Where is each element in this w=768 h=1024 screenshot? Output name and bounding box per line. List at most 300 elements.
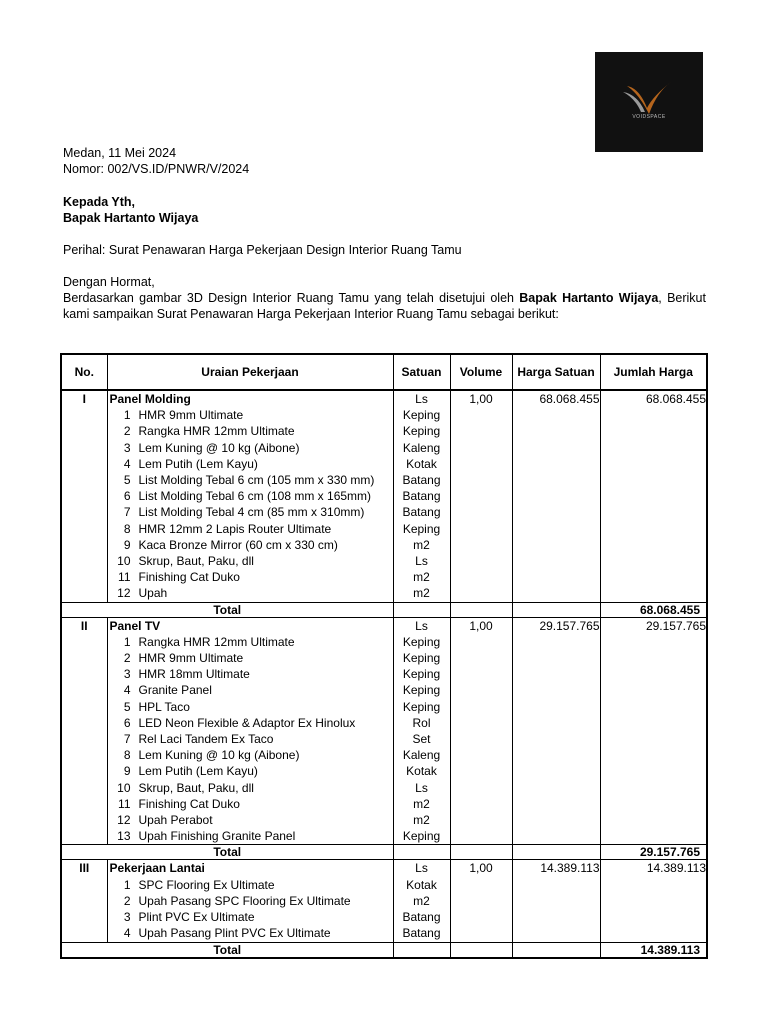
empty-cell bbox=[61, 472, 107, 488]
table-row bbox=[61, 682, 707, 698]
empty-cell bbox=[600, 504, 707, 520]
empty-cell bbox=[61, 682, 107, 698]
empty-cell bbox=[450, 569, 512, 585]
empty-cell bbox=[512, 666, 600, 682]
place-date: Medan, 11 Mei 2024 bbox=[63, 146, 177, 160]
empty-cell bbox=[600, 780, 707, 796]
table-row bbox=[61, 537, 707, 553]
item-number: 3 bbox=[123, 440, 131, 455]
empty-cell bbox=[600, 537, 707, 553]
item-line bbox=[108, 504, 393, 520]
item-cell bbox=[107, 909, 393, 925]
item-number: 8 bbox=[123, 521, 131, 536]
item-cell bbox=[107, 812, 393, 828]
item-satuan: Keping bbox=[393, 699, 450, 715]
item-number: 4 bbox=[123, 683, 131, 698]
section-total-row bbox=[61, 942, 707, 958]
table-row bbox=[61, 666, 707, 682]
empty-cell bbox=[61, 666, 107, 682]
item-satuan: m2 bbox=[393, 569, 450, 585]
item-cell bbox=[107, 925, 393, 942]
empty-cell bbox=[600, 796, 707, 812]
empty-cell bbox=[600, 569, 707, 585]
intro-text-1: Berdasarkan gambar 3D Design Interior Ruang Tamu yang telah disetujui oleh bbox=[63, 291, 520, 305]
table-row bbox=[61, 715, 707, 731]
item-cell bbox=[107, 488, 393, 504]
empty-cell bbox=[61, 407, 107, 423]
empty-cell bbox=[61, 877, 107, 893]
empty-cell bbox=[61, 909, 107, 925]
empty-cell bbox=[450, 504, 512, 520]
item-satuan: m2 bbox=[393, 585, 450, 602]
empty-cell bbox=[600, 909, 707, 925]
empty-cell bbox=[600, 553, 707, 569]
item-cell bbox=[107, 634, 393, 650]
empty-cell bbox=[600, 893, 707, 909]
item-line bbox=[108, 537, 393, 553]
item-satuan: Batang bbox=[393, 472, 450, 488]
item-satuan: Kotak bbox=[393, 763, 450, 779]
item-cell bbox=[107, 682, 393, 698]
item-number: 4 bbox=[123, 926, 131, 941]
item-satuan: Rol bbox=[393, 715, 450, 731]
item-description: HPL Taco bbox=[138, 699, 190, 714]
intro-paragraph bbox=[63, 290, 706, 322]
empty-cell bbox=[61, 537, 107, 553]
item-cell bbox=[107, 456, 393, 472]
empty-cell bbox=[600, 456, 707, 472]
empty-cell bbox=[61, 521, 107, 537]
intro-recipient-bold: Bapak Hartanto Wijaya bbox=[519, 291, 659, 305]
section-volume: 1,00 bbox=[450, 390, 512, 407]
empty-cell bbox=[512, 845, 600, 860]
item-description: HMR 12mm 2 Lapis Router Ultimate bbox=[138, 521, 332, 536]
table-row bbox=[61, 488, 707, 504]
empty-cell bbox=[393, 602, 450, 617]
item-number: 3 bbox=[123, 910, 131, 925]
section-title-row bbox=[61, 390, 707, 407]
empty-cell bbox=[450, 602, 512, 617]
empty-cell bbox=[600, 682, 707, 698]
table-row bbox=[61, 828, 707, 845]
item-description: HMR 9mm Ultimate bbox=[138, 651, 244, 666]
empty-cell bbox=[512, 407, 600, 423]
item-line bbox=[108, 407, 393, 423]
item-number: 1 bbox=[123, 634, 131, 649]
item-cell bbox=[107, 715, 393, 731]
item-number: 2 bbox=[123, 893, 131, 908]
empty-cell bbox=[450, 537, 512, 553]
table-row bbox=[61, 440, 707, 456]
item-number: 12 bbox=[117, 813, 131, 828]
item-cell bbox=[107, 666, 393, 682]
empty-cell bbox=[600, 812, 707, 828]
empty-cell bbox=[600, 407, 707, 423]
empty-cell bbox=[600, 666, 707, 682]
table-row bbox=[61, 909, 707, 925]
item-number: 11 bbox=[118, 570, 131, 585]
empty-cell bbox=[450, 682, 512, 698]
item-description: Lem Putih (Lem Kayu) bbox=[138, 456, 258, 471]
header-no: No. bbox=[61, 354, 107, 390]
empty-cell bbox=[450, 747, 512, 763]
empty-cell bbox=[450, 909, 512, 925]
item-line bbox=[108, 650, 393, 666]
item-satuan: Ls bbox=[393, 780, 450, 796]
item-satuan: Keping bbox=[393, 666, 450, 682]
company-logo bbox=[595, 52, 703, 152]
item-satuan: Batang bbox=[393, 925, 450, 942]
empty-cell bbox=[450, 731, 512, 747]
item-satuan: Kotak bbox=[393, 877, 450, 893]
item-cell bbox=[107, 553, 393, 569]
section-harga-satuan: 14.389.113 bbox=[512, 860, 600, 877]
intro-text-2: , Berikut kami sampaikan Surat Penawaran Harga Pekerjaan Interior Ruang Tamu sebagai berikut: bbox=[63, 291, 706, 321]
item-cell bbox=[107, 423, 393, 439]
item-description: List Molding Tebal 6 cm (105 mm x 330 mm) bbox=[138, 473, 375, 488]
item-cell bbox=[107, 763, 393, 779]
item-description: Plint PVC Ex Ultimate bbox=[138, 910, 255, 925]
item-cell bbox=[107, 780, 393, 796]
empty-cell bbox=[450, 456, 512, 472]
item-number: 9 bbox=[123, 537, 131, 552]
empty-cell bbox=[450, 585, 512, 602]
empty-cell bbox=[450, 699, 512, 715]
item-line bbox=[108, 747, 393, 763]
section-title-cell bbox=[107, 860, 393, 877]
addressee-label: Kepada Yth, bbox=[63, 195, 136, 209]
section-number: III bbox=[61, 860, 107, 877]
item-satuan: Kotak bbox=[393, 456, 450, 472]
item-description: Upah bbox=[138, 586, 168, 601]
empty-cell bbox=[600, 634, 707, 650]
empty-cell bbox=[61, 650, 107, 666]
empty-cell bbox=[450, 796, 512, 812]
section-jumlah-harga: 68.068.455 bbox=[600, 390, 707, 407]
empty-cell bbox=[512, 780, 600, 796]
empty-cell bbox=[61, 699, 107, 715]
item-number: 10 bbox=[117, 780, 131, 795]
table-row bbox=[61, 569, 707, 585]
item-satuan: Keping bbox=[393, 407, 450, 423]
table-row bbox=[61, 423, 707, 439]
item-line bbox=[108, 682, 393, 698]
section-jumlah-harga: 29.157.765 bbox=[600, 617, 707, 634]
table-row bbox=[61, 407, 707, 423]
table-row bbox=[61, 650, 707, 666]
empty-cell bbox=[512, 828, 600, 845]
empty-cell bbox=[61, 763, 107, 779]
item-number: 6 bbox=[123, 489, 131, 504]
table-body bbox=[61, 390, 707, 958]
item-number: 5 bbox=[123, 699, 131, 714]
item-line bbox=[108, 521, 393, 537]
item-cell bbox=[107, 569, 393, 585]
section-title: Panel Molding bbox=[109, 392, 191, 406]
empty-cell bbox=[61, 440, 107, 456]
item-satuan: m2 bbox=[393, 537, 450, 553]
item-cell bbox=[107, 747, 393, 763]
recipient-name: Bapak Hartanto Wijaya bbox=[63, 211, 199, 225]
item-line bbox=[108, 423, 393, 439]
empty-cell bbox=[512, 731, 600, 747]
header-satuan: Satuan bbox=[393, 354, 450, 390]
empty-cell bbox=[512, 650, 600, 666]
empty-cell bbox=[450, 925, 512, 942]
table-row bbox=[61, 812, 707, 828]
table-row bbox=[61, 472, 707, 488]
item-number: 9 bbox=[123, 764, 131, 779]
item-description: Upah Perabot bbox=[138, 813, 213, 828]
section-harga-satuan: 29.157.765 bbox=[512, 617, 600, 634]
item-number: 2 bbox=[123, 651, 131, 666]
empty-cell bbox=[61, 828, 107, 845]
empty-cell bbox=[512, 504, 600, 520]
empty-cell bbox=[512, 423, 600, 439]
empty-cell bbox=[61, 925, 107, 942]
section-title: Pekerjaan Lantai bbox=[109, 861, 205, 876]
item-description: Kaca Bronze Mirror (60 cm x 330 cm) bbox=[138, 537, 338, 552]
item-line bbox=[108, 553, 393, 569]
table-header-row bbox=[61, 354, 707, 390]
item-description: Upah Pasang SPC Flooring Ex Ultimate bbox=[138, 893, 351, 908]
item-cell bbox=[107, 828, 393, 845]
section-satuan: Ls bbox=[393, 390, 450, 407]
table-row bbox=[61, 521, 707, 537]
item-number: 11 bbox=[118, 796, 131, 811]
total-label: Total bbox=[61, 845, 393, 860]
empty-cell bbox=[512, 682, 600, 698]
table-row bbox=[61, 780, 707, 796]
item-number: 5 bbox=[123, 473, 131, 488]
item-description: Lem Kuning @ 10 kg (Aibone) bbox=[138, 748, 300, 763]
empty-cell bbox=[512, 537, 600, 553]
item-line bbox=[108, 893, 393, 909]
item-line bbox=[108, 796, 393, 812]
item-cell bbox=[107, 440, 393, 456]
section-total-row bbox=[61, 845, 707, 860]
empty-cell bbox=[450, 553, 512, 569]
empty-cell bbox=[61, 780, 107, 796]
item-satuan: Kaleng bbox=[393, 747, 450, 763]
item-number: 6 bbox=[123, 715, 131, 730]
table-row bbox=[61, 763, 707, 779]
empty-cell bbox=[600, 877, 707, 893]
greeting: Dengan Hormat, bbox=[63, 275, 155, 289]
empty-cell bbox=[450, 440, 512, 456]
item-number: 13 bbox=[117, 829, 131, 844]
item-description: Rangka HMR 12mm Ultimate bbox=[138, 634, 295, 649]
item-number: 12 bbox=[117, 586, 131, 601]
empty-cell bbox=[600, 650, 707, 666]
empty-cell bbox=[61, 569, 107, 585]
item-cell bbox=[107, 893, 393, 909]
item-number: 1 bbox=[123, 408, 131, 423]
empty-cell bbox=[450, 877, 512, 893]
table-row bbox=[61, 634, 707, 650]
item-description: LED Neon Flexible & Adaptor Ex Hinolux bbox=[138, 715, 356, 730]
item-description: Rel Laci Tandem Ex Taco bbox=[138, 732, 274, 747]
header-uraian: Uraian Pekerjaan bbox=[107, 354, 393, 390]
logo-text: VOIDSPACE bbox=[632, 114, 666, 120]
empty-cell bbox=[61, 585, 107, 602]
item-description: Rangka HMR 12mm Ultimate bbox=[138, 424, 295, 439]
item-line bbox=[108, 634, 393, 650]
item-satuan: Ls bbox=[393, 553, 450, 569]
empty-cell bbox=[512, 877, 600, 893]
empty-cell bbox=[450, 942, 512, 958]
item-number: 8 bbox=[123, 748, 131, 763]
item-satuan: Keping bbox=[393, 521, 450, 537]
item-cell bbox=[107, 472, 393, 488]
item-line bbox=[108, 715, 393, 731]
empty-cell bbox=[450, 423, 512, 439]
item-line bbox=[108, 909, 393, 925]
empty-cell bbox=[512, 472, 600, 488]
table-row bbox=[61, 893, 707, 909]
item-satuan: Set bbox=[393, 731, 450, 747]
total-value: 14.389.113 bbox=[600, 942, 707, 958]
empty-cell bbox=[512, 763, 600, 779]
empty-cell bbox=[61, 553, 107, 569]
section-total-row bbox=[61, 602, 707, 617]
section-satuan: Ls bbox=[393, 617, 450, 634]
item-description: Upah Finishing Granite Panel bbox=[138, 829, 296, 844]
empty-cell bbox=[450, 715, 512, 731]
empty-cell bbox=[600, 440, 707, 456]
empty-cell bbox=[512, 634, 600, 650]
empty-cell bbox=[450, 472, 512, 488]
empty-cell bbox=[512, 796, 600, 812]
item-description: Finishing Cat Duko bbox=[138, 570, 240, 585]
item-number: 7 bbox=[123, 505, 131, 520]
empty-cell bbox=[61, 423, 107, 439]
item-description: List Molding Tebal 4 cm (85 mm x 310mm) bbox=[138, 505, 365, 520]
item-line bbox=[108, 812, 393, 828]
empty-cell bbox=[61, 796, 107, 812]
empty-cell bbox=[512, 585, 600, 602]
item-satuan: Keping bbox=[393, 682, 450, 698]
letter-number: Nomor: 002/VS.ID/PNWR/V/2024 bbox=[63, 162, 250, 176]
empty-cell bbox=[600, 763, 707, 779]
empty-cell bbox=[512, 812, 600, 828]
item-description: Upah Pasang Plint PVC Ex Ultimate bbox=[138, 926, 331, 941]
empty-cell bbox=[600, 521, 707, 537]
section-satuan: Ls bbox=[393, 860, 450, 877]
section-jumlah-harga: 14.389.113 bbox=[600, 860, 707, 877]
empty-cell bbox=[393, 942, 450, 958]
empty-cell bbox=[512, 942, 600, 958]
item-line bbox=[108, 699, 393, 715]
empty-cell bbox=[450, 650, 512, 666]
item-satuan: Keping bbox=[393, 634, 450, 650]
table-row bbox=[61, 585, 707, 602]
empty-cell bbox=[600, 925, 707, 942]
section-number: I bbox=[61, 390, 107, 407]
item-line bbox=[108, 488, 393, 504]
empty-cell bbox=[512, 456, 600, 472]
empty-cell bbox=[61, 504, 107, 520]
item-satuan: Kaleng bbox=[393, 440, 450, 456]
empty-cell bbox=[512, 699, 600, 715]
item-number: 2 bbox=[123, 424, 131, 439]
item-line bbox=[108, 731, 393, 747]
empty-cell bbox=[61, 747, 107, 763]
total-value: 29.157.765 bbox=[600, 845, 707, 860]
empty-cell bbox=[61, 456, 107, 472]
empty-cell bbox=[393, 845, 450, 860]
empty-cell bbox=[450, 780, 512, 796]
empty-cell bbox=[512, 488, 600, 504]
section-number: II bbox=[61, 617, 107, 634]
header-volume: Volume bbox=[450, 354, 512, 390]
item-satuan: Keping bbox=[393, 423, 450, 439]
section-title-row bbox=[61, 860, 707, 877]
item-description: Skrup, Baut, Paku, dll bbox=[138, 780, 254, 795]
section-title-row bbox=[61, 617, 707, 634]
total-label: Total bbox=[61, 942, 393, 958]
item-cell bbox=[107, 504, 393, 520]
item-satuan: m2 bbox=[393, 893, 450, 909]
empty-cell bbox=[450, 488, 512, 504]
item-cell bbox=[107, 699, 393, 715]
item-line bbox=[108, 440, 393, 456]
item-satuan: m2 bbox=[393, 796, 450, 812]
section-title-cell bbox=[107, 617, 393, 634]
empty-cell bbox=[450, 893, 512, 909]
item-description: Finishing Cat Duko bbox=[138, 796, 240, 811]
item-description: SPC Flooring Ex Ultimate bbox=[138, 877, 275, 892]
logo-mark-icon bbox=[595, 52, 703, 152]
table-row bbox=[61, 877, 707, 893]
empty-cell bbox=[600, 731, 707, 747]
header-harga-satuan: Harga Satuan bbox=[512, 354, 600, 390]
empty-cell bbox=[450, 521, 512, 537]
section-volume: 1,00 bbox=[450, 617, 512, 634]
header-jumlah-harga: Jumlah Harga bbox=[600, 354, 707, 390]
total-value: 68.068.455 bbox=[600, 602, 707, 617]
empty-cell bbox=[61, 812, 107, 828]
table-row bbox=[61, 699, 707, 715]
empty-cell bbox=[61, 634, 107, 650]
empty-cell bbox=[600, 423, 707, 439]
quotation-table bbox=[60, 353, 708, 959]
item-description: List Molding Tebal 6 cm (108 mm x 165mm) bbox=[138, 489, 372, 504]
item-cell bbox=[107, 585, 393, 602]
item-cell bbox=[107, 521, 393, 537]
empty-cell bbox=[450, 763, 512, 779]
item-description: HMR 9mm Ultimate bbox=[138, 408, 244, 423]
table-row bbox=[61, 731, 707, 747]
empty-cell bbox=[450, 407, 512, 423]
item-number: 7 bbox=[123, 732, 131, 747]
item-line bbox=[108, 666, 393, 682]
table-row bbox=[61, 553, 707, 569]
item-description: Granite Panel bbox=[138, 683, 212, 698]
item-satuan: m2 bbox=[393, 812, 450, 828]
empty-cell bbox=[600, 699, 707, 715]
item-line bbox=[108, 780, 393, 796]
item-cell bbox=[107, 731, 393, 747]
table-row bbox=[61, 504, 707, 520]
empty-cell bbox=[450, 634, 512, 650]
item-satuan: Keping bbox=[393, 650, 450, 666]
section-volume: 1,00 bbox=[450, 860, 512, 877]
empty-cell bbox=[512, 440, 600, 456]
empty-cell bbox=[512, 602, 600, 617]
item-description: Lem Putih (Lem Kayu) bbox=[138, 764, 258, 779]
empty-cell bbox=[512, 521, 600, 537]
